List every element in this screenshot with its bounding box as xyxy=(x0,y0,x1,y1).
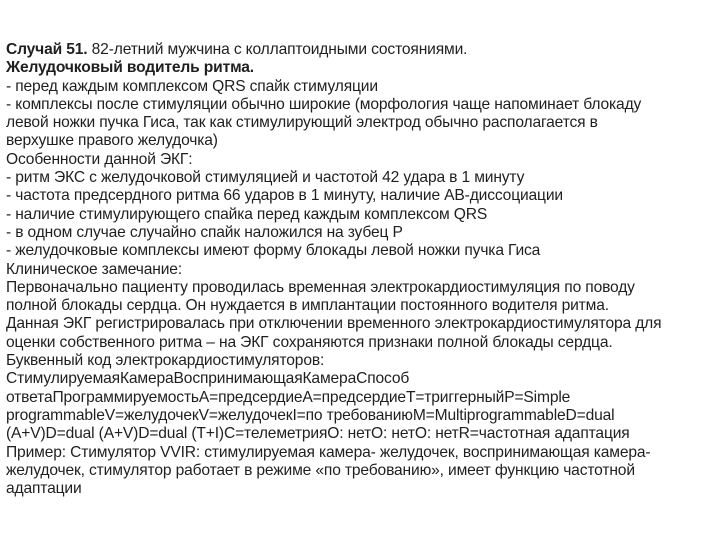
text-line: - частота предсердного ритма 66 ударов в 1 минуту, наличие АВ-диссоциации xyxy=(6,187,563,205)
case-title: 82-летний мужчина с коллаптоидными состояниями. xyxy=(87,41,468,58)
text-line: (A+V)D=dual (A+V)D=dual (T+I)C=телеметрияO: нетO: нетO: нетR=частотная адаптация xyxy=(6,425,630,443)
text-lines xyxy=(6,78,714,499)
text-line: левой ножки пучка Гиса, так как стимулирующий электрод обычно располагается в xyxy=(6,114,598,132)
text-line: адаптации xyxy=(6,480,82,498)
text-line: Буквенный код электрокардиостимуляторов: xyxy=(6,352,325,370)
text-line: - комплексы после стимуляции обычно широкие (морфология чаще напоминает блокаду xyxy=(6,95,642,113)
text-line: Особенности данной ЭКГ: xyxy=(6,150,193,168)
text-line: Клиническое замечание: xyxy=(6,260,183,278)
text-line: верхушке правого желудочка) xyxy=(6,132,218,150)
text-line: Пример: Стимулятор VVIR: стимулируемая камера- желудочек, воспринимающая камера- xyxy=(6,443,651,461)
text-line: Первоначально пациенту проводилась временная электрокардиостимуляция по поводу xyxy=(6,278,635,296)
text-line: - наличие стимулирующего спайка перед каждым комплексом QRS xyxy=(6,205,488,223)
text-line: ответаПрограммируемостьA=предсердиеA=предсердиеT=триггерныйP=Simple xyxy=(6,388,571,406)
text-line: - ритм ЭКС с желудочковой стимуляцией и частотой 42 удара в 1 минуту xyxy=(6,169,525,187)
document-body xyxy=(6,41,714,498)
text-line: СтимулируемаяКамераВоспринимающаяКамераСпособ xyxy=(6,370,410,388)
text-line: - в одном случае случайно спайк наложился на зубец Р xyxy=(6,223,403,241)
text-line: полной блокады сердца. Он нуждается в имплантации постоянного водителя ритма. xyxy=(6,297,609,315)
text-line: - желудочковые комплексы имеют форму блокады левой ножки пучка Гиса xyxy=(6,242,541,260)
case-label: Случай 51. xyxy=(6,41,88,58)
text-line: programmableV=желудочекV=желудочекI=по требованиюM=MultiprogrammableD=dual xyxy=(6,406,615,424)
case-title-line xyxy=(6,41,714,59)
text-line: Данная ЭКГ регистрировалась при отключении временного электрокардиостимулятора для xyxy=(6,315,662,333)
text-line: желудочек, стимулятор работает в режиме «по требованию», имеет функцию частотной xyxy=(6,461,635,479)
text-line: оценки собственного ритма – на ЭКГ сохраняются признаки полной блокады сердца. xyxy=(6,333,613,351)
section-heading: Желудочковый водитель ритма. xyxy=(6,59,254,77)
text-line: - перед каждым комплексом QRS спайк стимуляции xyxy=(6,77,378,95)
